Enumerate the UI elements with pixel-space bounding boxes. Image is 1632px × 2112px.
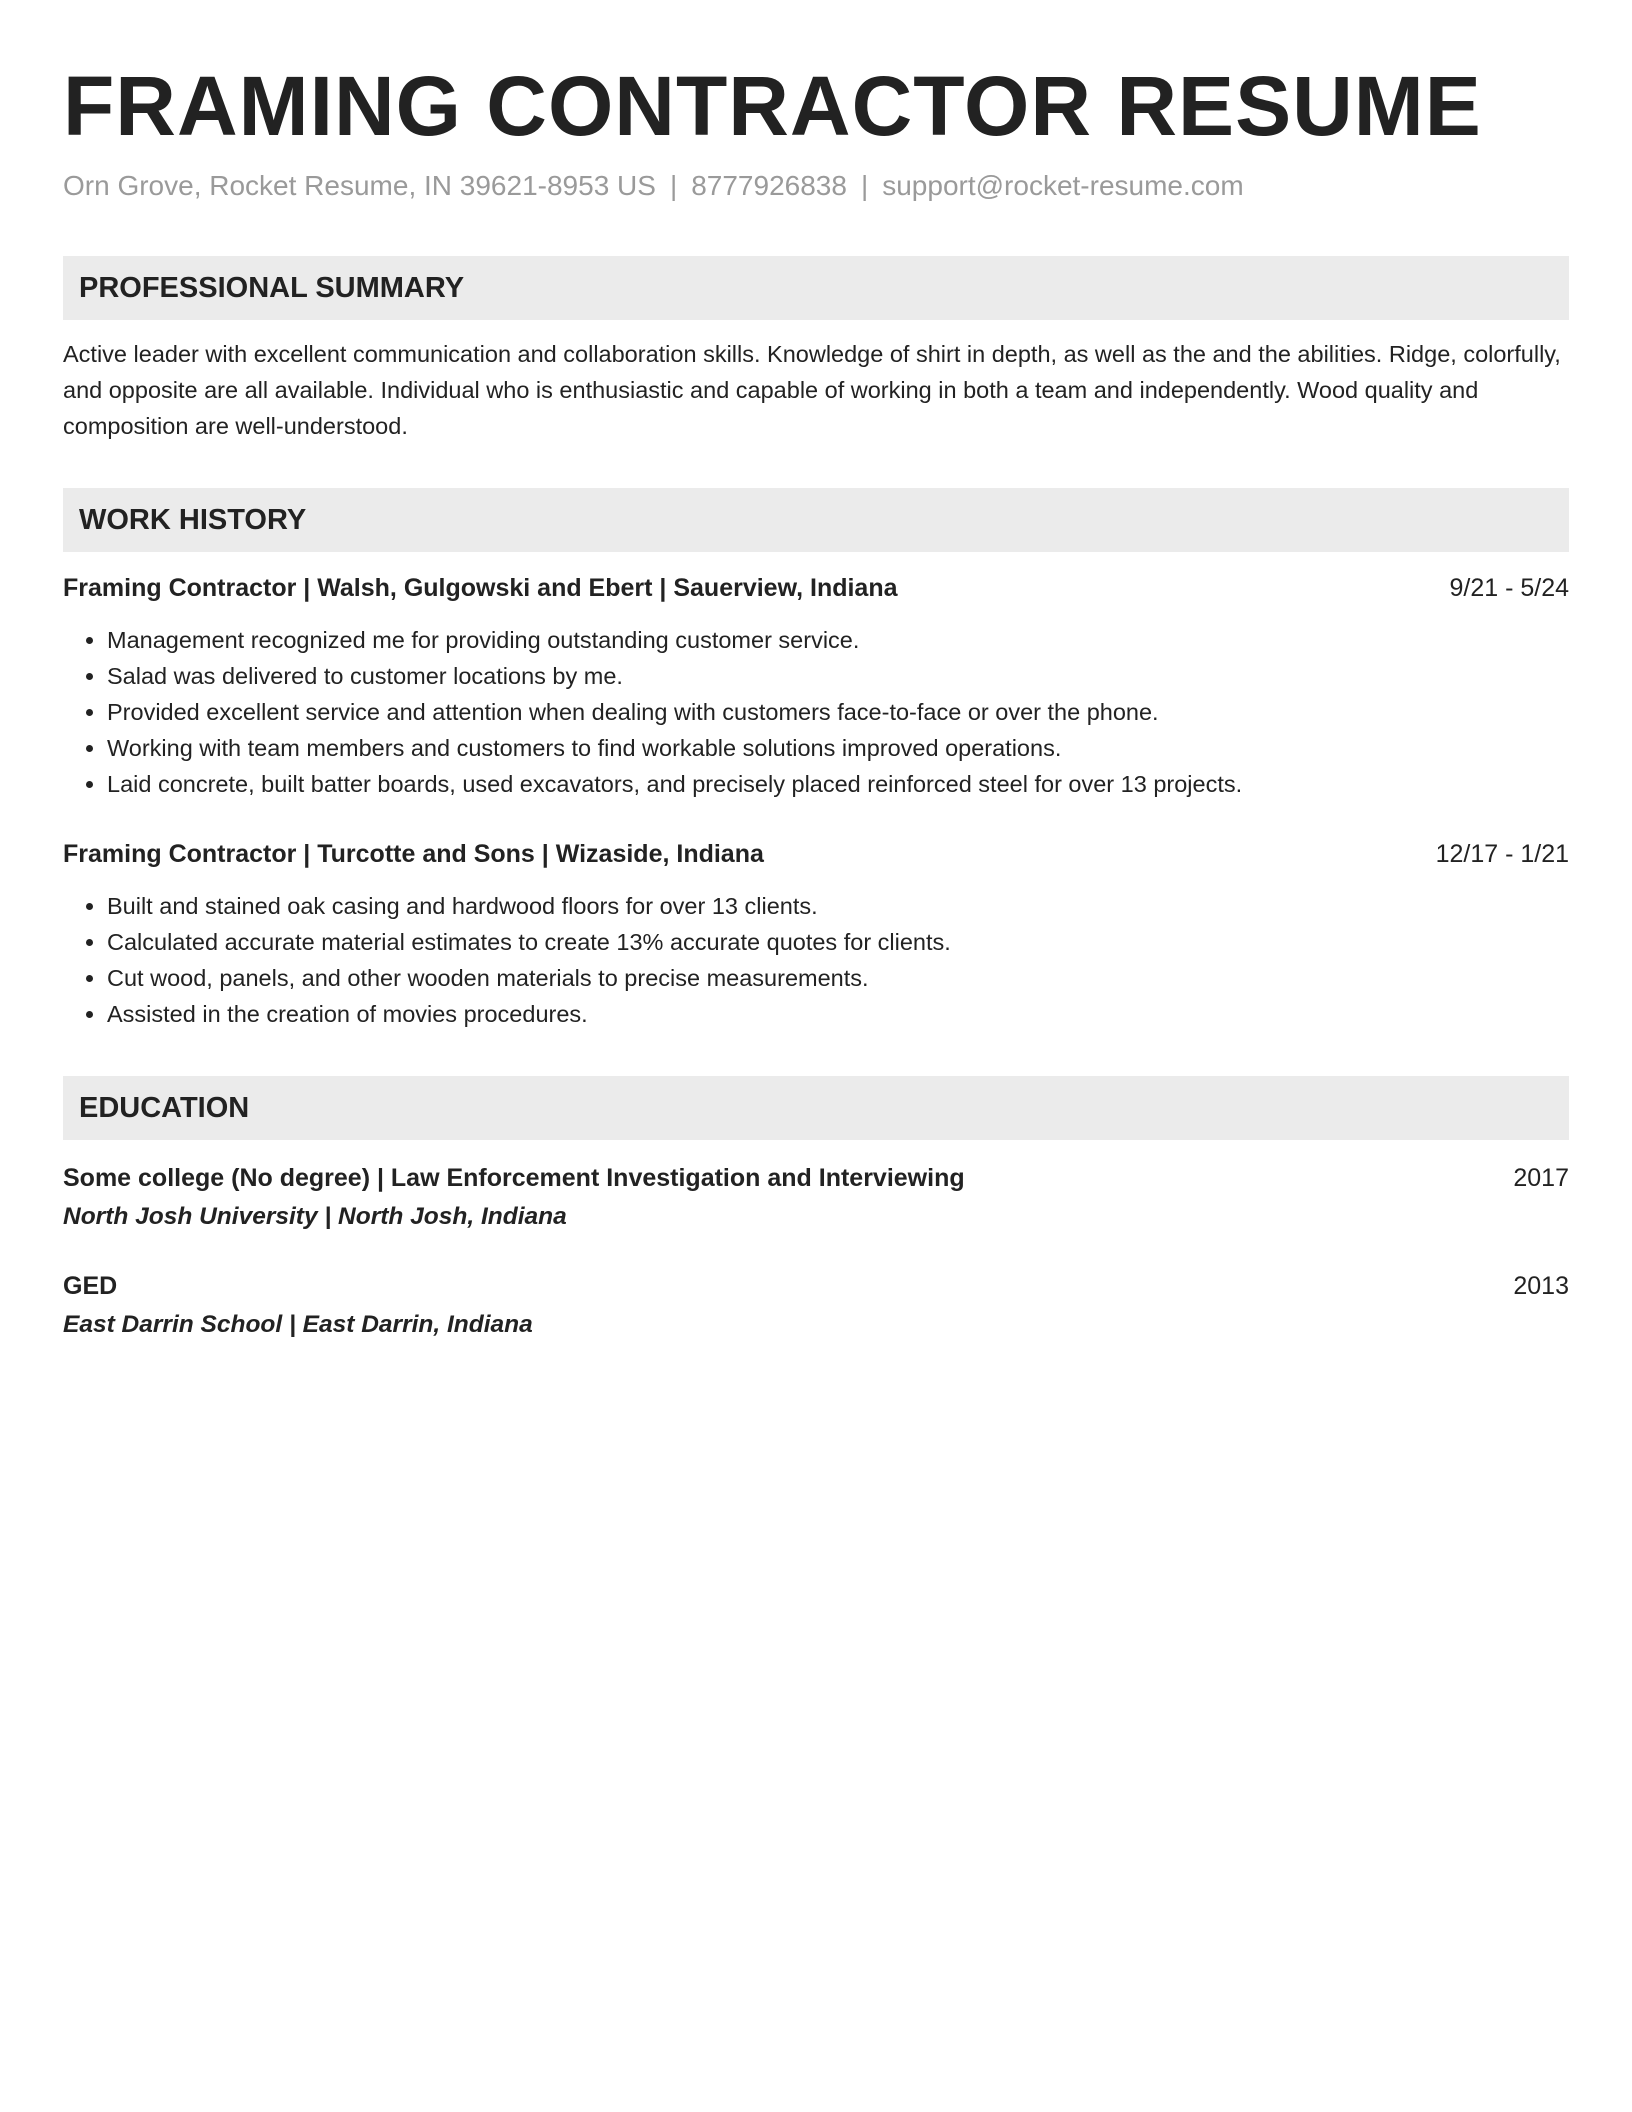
education-year: 2017 bbox=[1513, 1164, 1569, 1192]
section-heading-summary: PROFESSIONAL SUMMARY bbox=[63, 256, 1569, 320]
education-degree: GED bbox=[63, 1272, 118, 1300]
contact-address: Orn Grove, Rocket Resume, IN 39621-8953 US bbox=[63, 170, 656, 201]
job-header bbox=[63, 836, 1569, 872]
job-bullet: • Management recognized me for providing outstanding customer service. bbox=[107, 622, 1569, 658]
job-bullets bbox=[63, 622, 1569, 802]
contact-separator: | bbox=[669, 170, 678, 201]
job-entry bbox=[63, 836, 1569, 1032]
job-bullet: • Cut wood, panels, and other wooden materials to precise measurements. bbox=[107, 960, 1569, 996]
section-heading-work-history: WORK HISTORY bbox=[63, 488, 1569, 552]
job-bullet: • Assisted in the creation of movies procedures. bbox=[107, 996, 1569, 1032]
job-dates: 12/17 - 1/21 bbox=[1435, 840, 1569, 868]
job-header bbox=[63, 570, 1569, 606]
contact-separator: | bbox=[860, 170, 869, 201]
education-entry bbox=[63, 1160, 1569, 1234]
education-school: North Josh University | North Josh, Indiana bbox=[63, 1203, 567, 1230]
education-year: 2013 bbox=[1513, 1272, 1569, 1300]
summary-text: Active leader with excellent communication and collaboration skills. Knowledge of shirt in depth, as well as the and the abilities. Ridge, colorfully, and opposite are all available. Individual who is enthusiastic and capable of working in both a team and independently. Wood quality and composition are well-understood. bbox=[63, 341, 1561, 439]
job-bullet: • Built and stained oak casing and hardwood floors for over 13 clients. bbox=[107, 888, 1569, 924]
contact-line bbox=[63, 168, 1569, 204]
job-title: Framing Contractor | Walsh, Gulgowski and Ebert | Sauerview, Indiana bbox=[63, 574, 898, 602]
education-degree: Some college (No degree) | Law Enforcement Investigation and Interviewing bbox=[63, 1164, 965, 1192]
job-bullet: • Working with team members and customers to find workable solutions improved operations. bbox=[107, 730, 1569, 766]
education-header bbox=[63, 1268, 1569, 1304]
job-bullet: • Laid concrete, built batter boards, used excavators, and precisely placed reinforced steel for over 13 projects. bbox=[107, 766, 1569, 802]
job-bullet: • Calculated accurate material estimates to create 13% accurate quotes for clients. bbox=[107, 924, 1569, 960]
job-title: Framing Contractor | Turcotte and Sons | Wizaside, Indiana bbox=[63, 840, 764, 868]
education-header bbox=[63, 1160, 1569, 1196]
job-dates: 9/21 - 5/24 bbox=[1449, 574, 1569, 602]
contact-phone: 8777926838 bbox=[691, 170, 847, 201]
job-bullet: • Salad was delivered to customer locations by me. bbox=[107, 658, 1569, 694]
job-bullet: • Provided excellent service and attention when dealing with customers face-to-face or over the phone. bbox=[107, 694, 1569, 730]
job-bullets bbox=[63, 888, 1569, 1032]
education-school: East Darrin School | East Darrin, Indiana bbox=[63, 1311, 533, 1338]
contact-email: support@rocket-resume.com bbox=[882, 170, 1244, 201]
education-entry bbox=[63, 1268, 1569, 1342]
job-entry bbox=[63, 570, 1569, 802]
section-heading-education: EDUCATION bbox=[63, 1076, 1569, 1140]
resume-title: FRAMING CONTRACTOR RESUME bbox=[63, 59, 1482, 153]
